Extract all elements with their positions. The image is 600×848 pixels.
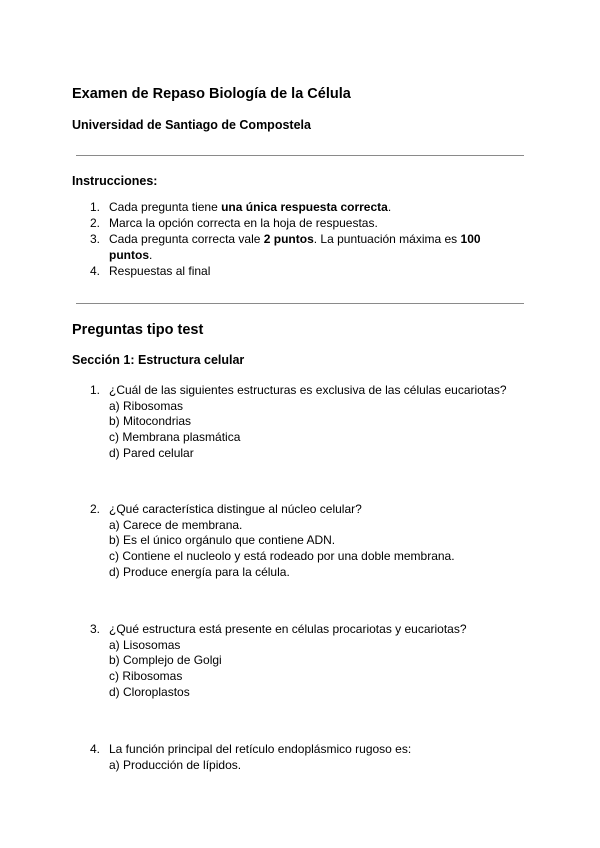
answer-option: d) Cloroplastos — [109, 684, 190, 699]
answer-option: a) Carece de membrana. — [109, 517, 243, 532]
question: 4. La función principal del retículo endoplásmico rugoso es: a) Producción de lípidos. — [86, 742, 411, 773]
university-name: Universidad de Santiago de Compostela — [72, 118, 311, 132]
instructions-title: Instrucciones: — [72, 174, 158, 188]
instruction-item: 2. Marca la opción correcta en la hoja de respuestas. — [90, 216, 378, 230]
answer-option: a) Lisosomas — [109, 637, 181, 652]
answer-option: b) Complejo de Golgi — [109, 653, 222, 668]
question-text: ¿Cuál de las siguientes estructuras es exclusiva de las células eucariotas? — [109, 383, 507, 397]
answer-option: c) Ribosomas — [109, 669, 183, 684]
question-text: La función principal del retículo endoplásmico rugoso es: — [109, 742, 412, 756]
document-title: Examen de Repaso Biología de la Célula — [72, 86, 351, 102]
instruction-item: 4. Respuestas al final — [90, 264, 211, 278]
section-title: Preguntas tipo test — [72, 322, 204, 338]
instructions-list — [86, 199, 481, 279]
question-text: ¿Qué estructura está presente en células procariotas y eucariotas? — [109, 622, 467, 636]
answer-option: c) Contiene el nucleolo y está rodeado por una doble membrana. — [109, 549, 455, 564]
answer-option: d) Pared celular — [109, 445, 194, 460]
question: 1. ¿Cuál de las siguientes estructuras es exclusiva de las células eucariotas? a) Ribosomas b) Mitocondrias c) Membrana plasmática d) Pared celular — [86, 383, 507, 462]
section-subtitle: Sección 1: Estructura celular — [72, 353, 245, 367]
instruction-item: 1. Cada pregunta tiene una única respuesta correcta. — [90, 200, 392, 214]
answer-option: a) Ribosomas — [109, 398, 184, 413]
answer-option: d) Produce energía para la célula. — [109, 564, 290, 579]
question: 3. ¿Qué estructura está presente en células procariotas y eucariotas? a) Lisosomas b) Complejo de Golgi c) Ribosomas d) Cloroplastos — [86, 622, 467, 701]
answer-option: b) Es el único orgánulo que contiene ADN. — [109, 533, 336, 548]
answer-option: a) Producción de lípidos. — [109, 757, 242, 772]
answer-option: c) Membrana plasmática — [109, 430, 241, 445]
divider — [76, 303, 524, 304]
answer-option: b) Mitocondrias — [109, 414, 192, 429]
question: 2. ¿Qué característica distingue al núcleo celular? a) Carece de membrana. b) Es el único orgánulo que contiene ADN. c) Contiene el nucleolo y está rodeado por una doble membrana. d) Produce energía para la célula. — [86, 502, 455, 581]
divider — [76, 155, 524, 156]
question-text: ¿Qué característica distingue al núcleo celular? — [109, 502, 362, 516]
instruction-item: 3. Cada pregunta correcta vale 2 puntos. La puntuación máxima es 100 puntos. — [90, 232, 481, 262]
